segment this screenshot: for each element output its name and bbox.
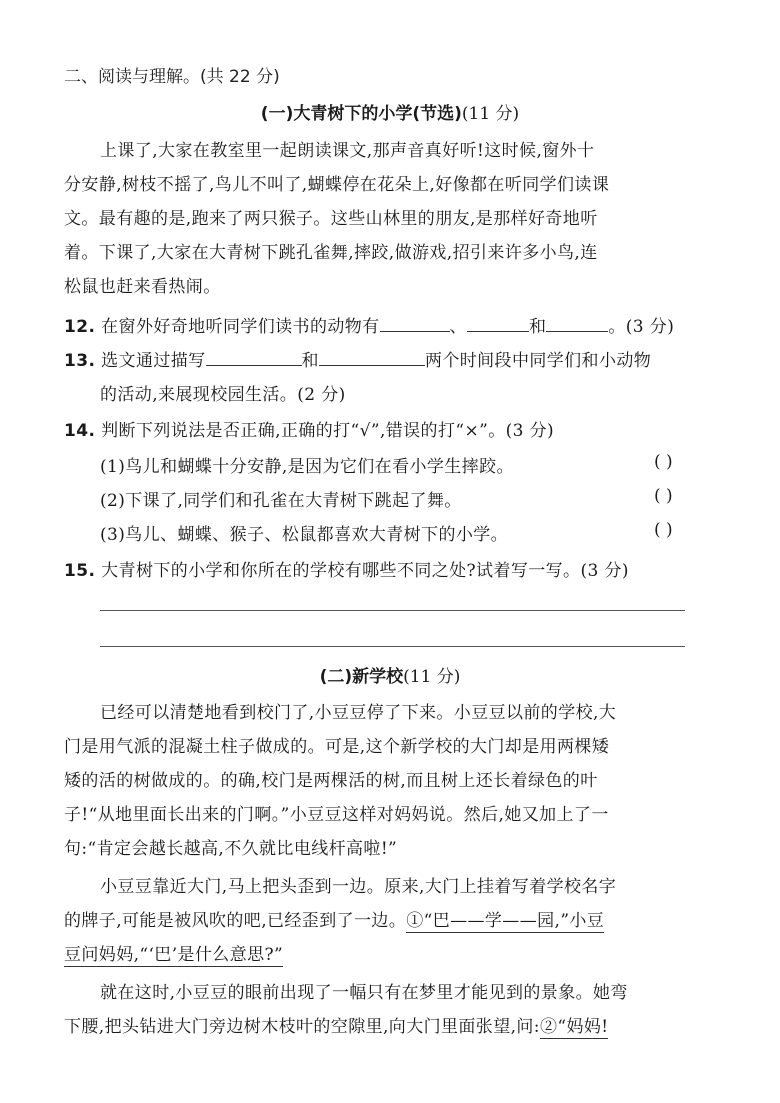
- passage2-line: 就在这时,小豆豆的眼前出现了一幅只有在梦里才能见到的景象。她弯: [100, 983, 628, 1003]
- writing-line[interactable]: [100, 610, 685, 611]
- answer-blank[interactable]: [546, 313, 608, 332]
- passage2-text: 下腰,把头钻进大门旁边树木枝叶的空隙里,向大门里面张望,问:: [64, 1017, 540, 1037]
- passage1-line: 分安静,树枝不摇了,鸟儿不叫了,蝴蝶停在花朵上,好像都在听同学们读课: [64, 175, 610, 195]
- passage2-title-text: (二)新学校: [319, 667, 404, 687]
- passage2-points: (11 分): [403, 667, 461, 687]
- passage2-line: [64, 1012, 608, 1037]
- passage1-line: 着。下课了,大家在大青树下跳孔雀舞,摔跤,做游戏,招引来许多小鸟,连: [64, 243, 598, 263]
- question-13: [64, 346, 651, 371]
- question-text: 两个时间段中同学们和小动物: [424, 351, 652, 371]
- question-text: 选文通过描写: [101, 351, 206, 371]
- underlined-sentence-1-cont: 豆问妈妈,“‘巴’是什么意思?”: [64, 945, 284, 965]
- question-13-cont: 的活动,来展现校园生活。(2 分): [100, 385, 346, 405]
- passage2-line: 句:“肯定会越长越高,不久就比电线杆高啦!”: [64, 839, 398, 859]
- passage2-line: 小豆豆靠近大门,马上把头歪到一边。原来,大门上挂着写着学校名字: [100, 877, 617, 897]
- statement-item: (2)下课了,同学们和孔雀在大青树下跳起了舞。: [100, 491, 462, 511]
- question-text: 和: [301, 351, 319, 371]
- statement-item: (3)鸟儿、蝴蝶、猴子、松鼠都喜欢大青树下的小学。: [100, 525, 509, 545]
- underlined-sentence-2: ②“妈妈!: [539, 1017, 609, 1037]
- answer-paren[interactable]: ( ): [654, 520, 673, 540]
- passage2-line: 子!“从地里面长出来的门啊。”小豆豆这样对妈妈说。然后,她又加上了一: [64, 805, 609, 825]
- passage2-line: 矮的活的树做成的。的确,校门是两棵活的树,而且树上还长着绿色的叶: [64, 771, 598, 791]
- passage1-line: 松鼠也赶来看热闹。: [64, 277, 221, 297]
- passage2-line: [64, 940, 283, 965]
- question-text: 判断下列说法是否正确,正确的打“√”,错误的打“×”。(3 分): [101, 421, 555, 441]
- passage1-title: [0, 99, 780, 124]
- writing-line[interactable]: [100, 646, 685, 647]
- answer-paren[interactable]: ( ): [654, 452, 673, 472]
- separator: 、: [449, 317, 467, 337]
- question-number: 12.: [64, 317, 96, 337]
- passage2-title: [0, 662, 780, 687]
- section-heading: 二、阅读与理解。(共 22 分): [64, 67, 280, 87]
- question-number: 14.: [64, 421, 96, 441]
- answer-blank[interactable]: [319, 347, 425, 366]
- underlined-sentence-1: ①“巴——学——园,”小豆: [406, 911, 605, 931]
- passage1-points: (11 分): [461, 104, 520, 124]
- passage2-line: 门是用气派的混凝土柱子做成的。可是,这个新学校的大门却是用两棵矮: [64, 737, 610, 757]
- question-number: 13.: [64, 351, 96, 371]
- separator: 和: [528, 317, 547, 337]
- question-15: [64, 556, 629, 581]
- question-points: 。(3 分): [608, 317, 675, 337]
- question-number: 15.: [64, 561, 96, 581]
- passage1-title-text: (一)大青树下的小学(节选): [260, 104, 462, 124]
- answer-blank[interactable]: [467, 313, 529, 332]
- passage2-text: 的牌子,可能是被风吹的吧,已经歪到了一边。: [64, 911, 407, 931]
- question-14: [64, 416, 554, 441]
- answer-blank[interactable]: [206, 347, 302, 366]
- passage1-line: 上课了,大家在教室里一起朗读课文,那声音真好听!这时候,窗外十: [100, 141, 595, 161]
- question-text: 大青树下的小学和你所在的学校有哪些不同之处?试着写一写。(3 分): [101, 561, 629, 581]
- passage2-line: 已经可以清楚地看到校门了,小豆豆停了下来。小豆豆以前的学校,大: [100, 703, 617, 723]
- question-text: 在窗外好奇地听同学们读书的动物有: [101, 317, 380, 337]
- answer-paren[interactable]: ( ): [654, 486, 673, 506]
- passage2-line: [64, 906, 604, 931]
- statement-item: (1)鸟儿和蝴蝶十分安静,是因为它们在看小学生摔跤。: [100, 457, 514, 477]
- answer-blank[interactable]: [380, 313, 450, 332]
- passage1-line: 文。最有趣的是,跑来了两只猴子。这些山林里的朋友,是那样好奇地听: [64, 209, 598, 229]
- question-12: [64, 312, 674, 337]
